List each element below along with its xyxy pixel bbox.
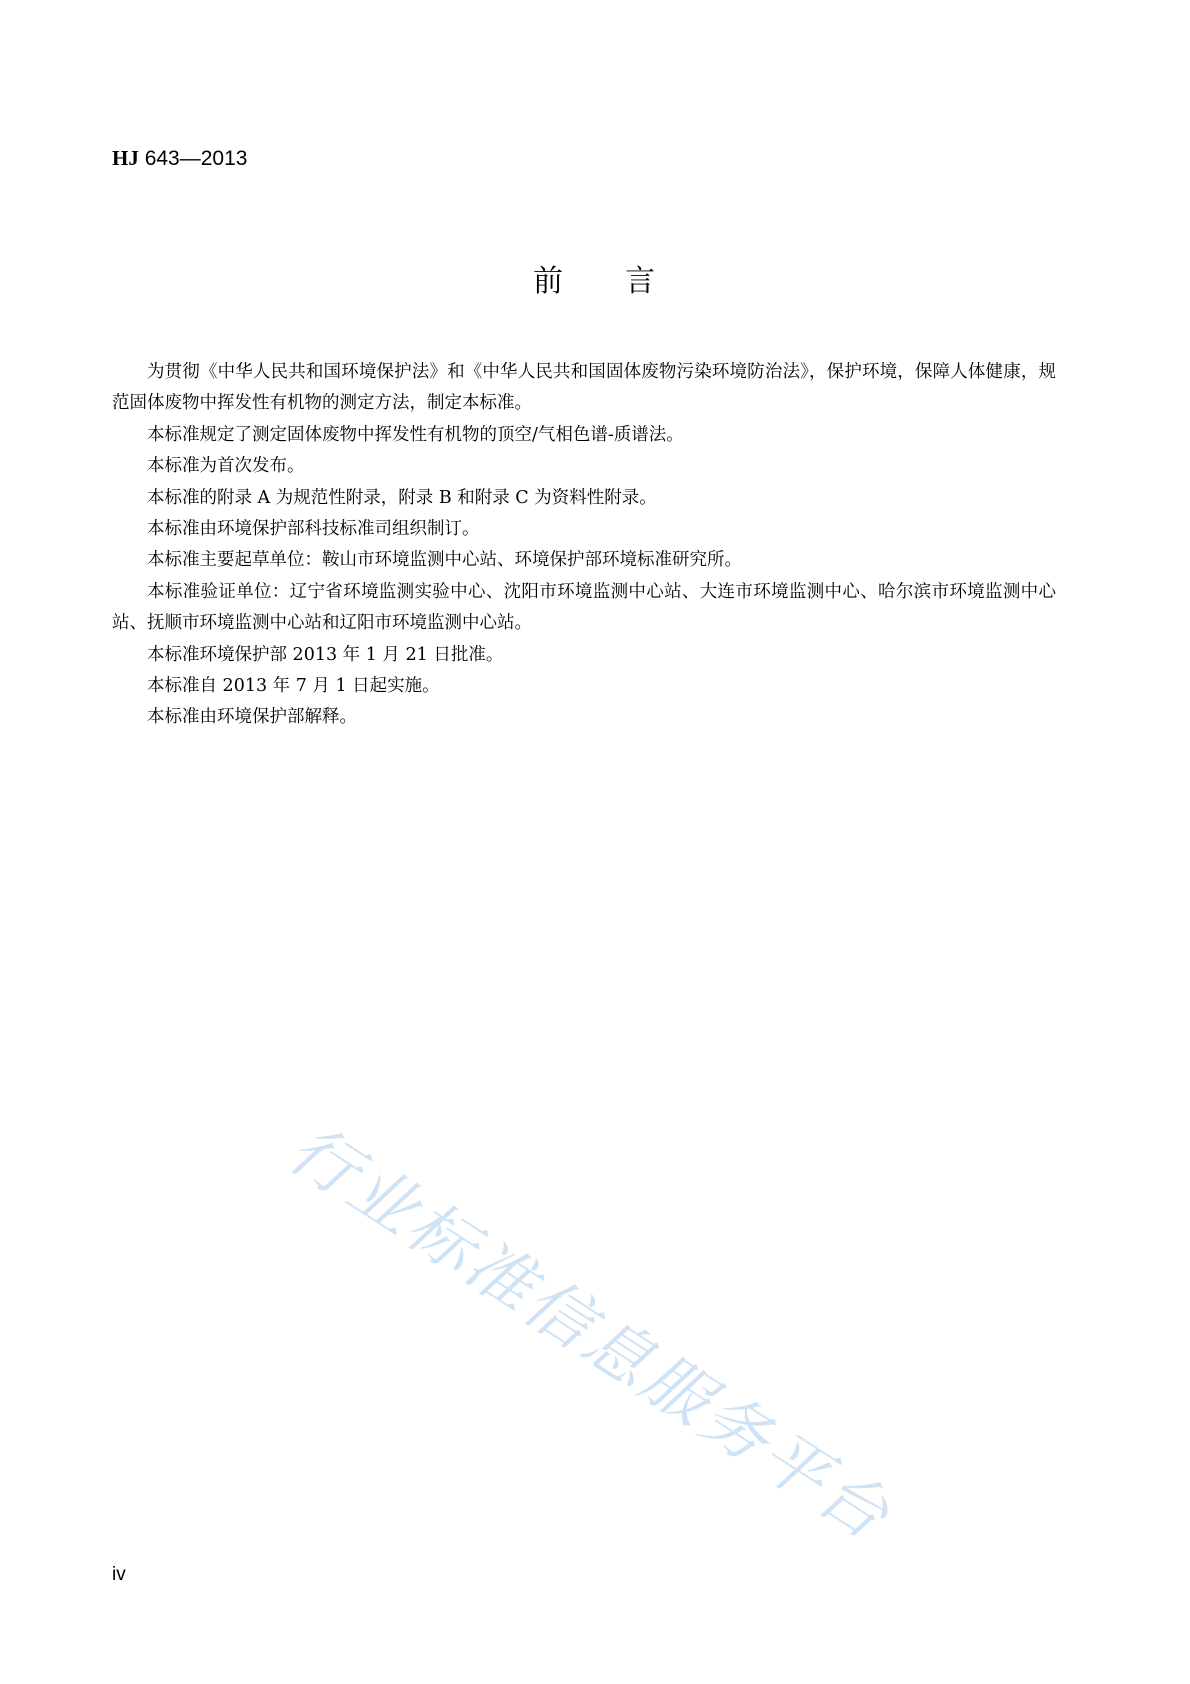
watermark: 行业标准信息服务平台: [275, 1110, 905, 1557]
foreword-paragraph: 本标准为首次发布。: [147, 456, 305, 477]
standard-code: [112, 144, 247, 173]
foreword-paragraph: 本标准的附录 A 为规范性附录，附录 B 和附录 C 为资料性附录。: [147, 487, 657, 508]
foreword-paragraph: 本标准规定了测定固体废物中挥发性有机物的顶空/气相色谱-质谱法。: [147, 424, 684, 445]
page-title-char-2: 言: [625, 264, 657, 299]
foreword-paragraph: 本标准由环境保护部解释。: [147, 707, 357, 728]
foreword-paragraph: 本标准主要起草单位：鞍山市环境监测中心站、环境保护部环境标准研究所。: [147, 550, 742, 571]
foreword-paragraph: 为贯彻《中华人民共和国环境保护法》和《中华人民共和国固体废物污染环境防治法》，保护环境，保障人体健康，规范固体废物中挥发性有机物的测定方法，制定本标准。: [112, 362, 1056, 414]
page-title: [0, 262, 1190, 302]
foreword-body: [112, 357, 1056, 734]
page-title-char-1: 前: [533, 264, 565, 299]
standard-code-prefix: HJ: [112, 146, 139, 170]
foreword-paragraph: 本标准由环境保护部科技标准司组织制订。: [147, 519, 480, 540]
page-number: iv: [112, 1564, 126, 1585]
foreword-paragraph: 本标准环境保护部 2013 年 1 月 21 日批准。: [147, 644, 504, 665]
standard-code-number: 643—2013: [144, 147, 248, 170]
foreword-paragraph: 本标准验证单位：辽宁省环境监测实验中心、沈阳市环境监测中心站、大连市环境监测中心、哈尔滨市环境监测中心站、抚顺市环境监测中心站和辽阳市环境监测中心站。: [112, 581, 1056, 634]
foreword-paragraph: 本标准自 2013 年 7 月 1 日起实施。: [147, 676, 440, 697]
